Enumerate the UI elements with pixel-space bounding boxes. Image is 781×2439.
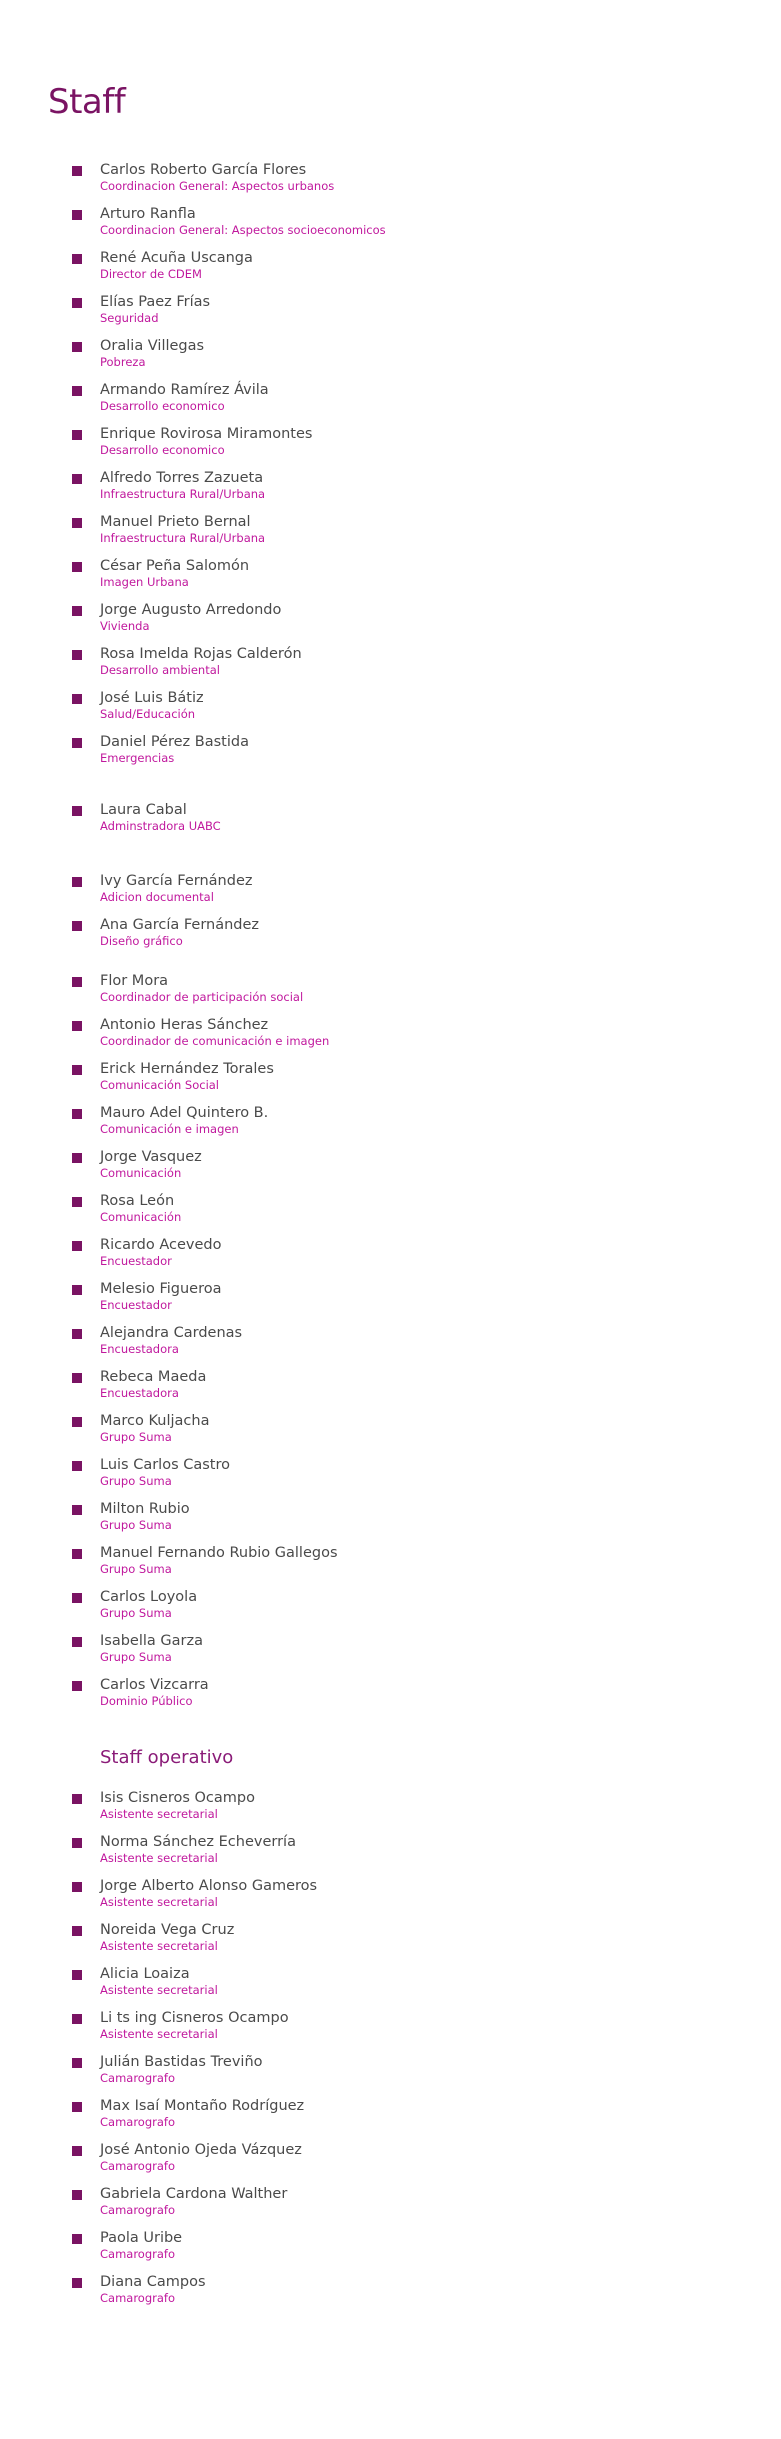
staff-member: [72, 2053, 317, 2097]
bullet-square-icon: [72, 1461, 82, 1471]
staff-member: [72, 337, 386, 381]
bullet-square-icon: [72, 386, 82, 396]
member-role: Dominio Público: [100, 1694, 193, 1708]
bullet-square-icon: [72, 2278, 82, 2288]
member-role: Encuestador: [100, 1254, 172, 1268]
member-role: Coordinador de comunicación e imagen: [100, 1034, 330, 1048]
member-name: Laura Cabal: [100, 802, 187, 818]
staff-member: [72, 557, 386, 601]
staff-list-design: [72, 872, 259, 960]
member-role: Camarografo: [100, 2115, 175, 2129]
staff-member: [72, 513, 386, 557]
staff-member: [72, 1016, 338, 1060]
staff-member: [72, 645, 386, 689]
staff-member: [72, 1104, 338, 1148]
staff-member: [72, 1921, 317, 1965]
staff-member: [72, 205, 386, 249]
bullet-square-icon: [72, 1153, 82, 1163]
staff-member: [72, 733, 386, 777]
bullet-square-icon: [72, 1021, 82, 1031]
member-role: Comunicación e imagen: [100, 1122, 239, 1136]
member-role: Asistente secretarial: [100, 1895, 218, 1909]
member-role: Grupo Suma: [100, 1474, 172, 1488]
member-role: Desarrollo ambiental: [100, 663, 220, 677]
bullet-square-icon: [72, 342, 82, 352]
member-name: Gabriela Cardona Walther: [100, 2186, 288, 2202]
staff-member: [72, 381, 386, 425]
staff-member: [72, 916, 259, 960]
member-role: Infraestructura Rural/Urbana: [100, 487, 266, 501]
bullet-square-icon: [72, 430, 82, 440]
member-name: Alicia Loaiza: [100, 1966, 190, 1982]
bullet-square-icon: [72, 2146, 82, 2156]
member-name: José Antonio Ojeda Vázquez: [100, 2142, 302, 2158]
bullet-square-icon: [72, 738, 82, 748]
staff-member: [72, 1280, 338, 1324]
bullet-square-icon: [72, 606, 82, 616]
bullet-square-icon: [72, 518, 82, 528]
member-name: Daniel Pérez Bastida: [100, 734, 249, 750]
staff-member: [72, 601, 386, 645]
bullet-square-icon: [72, 1285, 82, 1295]
member-name: Rosa Imelda Rojas Calderón: [100, 646, 302, 662]
member-name: Milton Rubio: [100, 1501, 190, 1517]
staff-list-core: [72, 161, 386, 777]
staff-member: [72, 1412, 338, 1456]
member-role: Camarografo: [100, 2291, 175, 2305]
member-role: Encuestadora: [100, 1386, 179, 1400]
bullet-square-icon: [72, 1882, 82, 1892]
bullet-square-icon: [72, 877, 82, 887]
member-name: Carlos Loyola: [100, 1589, 198, 1605]
member-name: Diana Campos: [100, 2274, 206, 2290]
member-name: Julián Bastidas Treviño: [100, 2054, 263, 2070]
member-name: Melesio Figueroa: [100, 1281, 222, 1297]
staff-member: [72, 1236, 338, 1280]
member-name: Ivy García Fernández: [100, 873, 253, 889]
staff-member: [72, 469, 386, 513]
member-role: Comunicación: [100, 1210, 182, 1224]
member-role: Asistente secretarial: [100, 1983, 218, 1997]
member-role: Pobreza: [100, 355, 146, 369]
member-name: Norma Sánchez Echeverría: [100, 1834, 296, 1850]
member-role: Camarografo: [100, 2071, 175, 2085]
bullet-square-icon: [72, 650, 82, 660]
member-role: Asistente secretarial: [100, 2027, 218, 2041]
bullet-square-icon: [72, 2014, 82, 2024]
bullet-square-icon: [72, 2102, 82, 2112]
bullet-square-icon: [72, 166, 82, 176]
staff-member: [72, 689, 386, 733]
bullet-square-icon: [72, 474, 82, 484]
staff-operativo-heading: Staff operativo: [100, 1747, 234, 1768]
member-name: Elías Paez Frías: [100, 294, 211, 310]
staff-member: [72, 2229, 317, 2273]
bullet-square-icon: [72, 1838, 82, 1848]
bullet-square-icon: [72, 1329, 82, 1339]
member-name: Noreida Vega Cruz: [100, 1922, 235, 1938]
member-role: Salud/Educación: [100, 707, 196, 721]
staff-member: [72, 1544, 338, 1588]
member-name: Luis Carlos Castro: [100, 1457, 231, 1473]
staff-member: [72, 161, 386, 205]
member-role: Coordinacion General: Aspectos socioeconomicos: [100, 223, 386, 237]
staff-member: [72, 1632, 338, 1676]
bullet-square-icon: [72, 1065, 82, 1075]
staff-member: [72, 1965, 317, 2009]
bullet-square-icon: [72, 1926, 82, 1936]
member-name: Mauro Adel Quintero B.: [100, 1105, 269, 1121]
member-name: Ana García Fernández: [100, 917, 260, 933]
bullet-square-icon: [72, 1549, 82, 1559]
member-role: Diseño gráfico: [100, 934, 183, 948]
bullet-square-icon: [72, 977, 82, 987]
member-name: Paola Uribe: [100, 2230, 183, 2246]
member-role: Desarrollo economico: [100, 399, 225, 413]
bullet-square-icon: [72, 1417, 82, 1427]
member-name: Flor Mora: [100, 973, 169, 989]
member-name: Li ts ing Cisneros Ocampo: [100, 2010, 289, 2026]
staff-list-communication: [72, 972, 338, 1720]
staff-member: [72, 1456, 338, 1500]
member-name: Antonio Heras Sánchez: [100, 1017, 269, 1033]
staff-member: [72, 1192, 338, 1236]
bullet-square-icon: [72, 2234, 82, 2244]
staff-member: [72, 425, 386, 469]
bullet-square-icon: [72, 1197, 82, 1207]
staff-member: [72, 801, 221, 845]
member-role: Grupo Suma: [100, 1606, 172, 1620]
member-role: Asistente secretarial: [100, 1807, 218, 1821]
member-name: Carlos Roberto García Flores: [100, 162, 307, 178]
page-title: Staff: [48, 82, 126, 122]
staff-member: [72, 972, 338, 1016]
member-name: Jorge Augusto Arredondo: [100, 602, 282, 618]
bullet-square-icon: [72, 1373, 82, 1383]
member-role: Grupo Suma: [100, 1430, 172, 1444]
member-name: Marco Kuljacha: [100, 1413, 210, 1429]
member-role: Coordinador de participación social: [100, 990, 304, 1004]
bullet-square-icon: [72, 1970, 82, 1980]
member-name: Rebeca Maeda: [100, 1369, 207, 1385]
member-role: Asistente secretarial: [100, 1939, 218, 1953]
staff-member: [72, 2185, 317, 2229]
member-name: Max Isaí Montaño Rodríguez: [100, 2098, 305, 2114]
member-name: Oralia Villegas: [100, 338, 205, 354]
member-role: Camarografo: [100, 2203, 175, 2217]
member-role: Comunicación: [100, 1166, 182, 1180]
member-role: Camarografo: [100, 2159, 175, 2173]
member-role: Emergencias: [100, 751, 175, 765]
member-role: Coordinacion General: Aspectos urbanos: [100, 179, 335, 193]
member-name: Armando Ramírez Ávila: [100, 382, 269, 398]
bullet-square-icon: [72, 1593, 82, 1603]
bullet-square-icon: [72, 1109, 82, 1119]
staff-member: [72, 2273, 317, 2317]
bullet-square-icon: [72, 2190, 82, 2200]
bullet-square-icon: [72, 2058, 82, 2068]
bullet-square-icon: [72, 562, 82, 572]
member-name: Carlos Vizcarra: [100, 1677, 209, 1693]
member-role: Infraestructura Rural/Urbana: [100, 531, 266, 545]
staff-member: [72, 1676, 338, 1720]
staff-member: [72, 293, 386, 337]
member-name: Ricardo Acevedo: [100, 1237, 222, 1253]
member-name: César Peña Salomón: [100, 558, 250, 574]
bullet-square-icon: [72, 1794, 82, 1804]
staff-member: [72, 1833, 317, 1877]
staff-member: [72, 249, 386, 293]
staff-member: [72, 1588, 338, 1632]
member-role: Camarografo: [100, 2247, 175, 2261]
member-role: Desarrollo economico: [100, 443, 225, 457]
staff-member: [72, 1324, 338, 1368]
bullet-square-icon: [72, 1505, 82, 1515]
staff-member: [72, 1368, 338, 1412]
member-role: Grupo Suma: [100, 1562, 172, 1576]
bullet-square-icon: [72, 694, 82, 704]
member-role: Director de CDEM: [100, 267, 202, 281]
member-name: José Luis Bátiz: [100, 690, 204, 706]
bullet-square-icon: [72, 921, 82, 931]
bullet-square-icon: [72, 806, 82, 816]
member-role: Vivienda: [100, 619, 150, 633]
member-name: Alfredo Torres Zazueta: [100, 470, 264, 486]
staff-list-uabc: [72, 801, 221, 845]
member-name: Isis Cisneros Ocampo: [100, 1790, 255, 1806]
member-name: Enrique Rovirosa Miramontes: [100, 426, 313, 442]
bullet-square-icon: [72, 298, 82, 308]
bullet-square-icon: [72, 1241, 82, 1251]
member-role: Imagen Urbana: [100, 575, 189, 589]
member-name: Arturo Ranfla: [100, 206, 196, 222]
member-role: Comunicación Social: [100, 1078, 220, 1092]
staff-member: [72, 2097, 317, 2141]
staff-member: [72, 1148, 338, 1192]
bullet-square-icon: [72, 254, 82, 264]
staff-member: [72, 1877, 317, 1921]
member-name: Isabella Garza: [100, 1633, 203, 1649]
member-name: Rosa León: [100, 1193, 175, 1209]
bullet-square-icon: [72, 1637, 82, 1647]
member-role: Encuestadora: [100, 1342, 179, 1356]
member-role: Asistente secretarial: [100, 1851, 218, 1865]
member-role: Adminstradora UABC: [100, 819, 221, 833]
staff-member: [72, 2141, 317, 2185]
staff-member: [72, 1060, 338, 1104]
staff-member: [72, 2009, 317, 2053]
member-role: Grupo Suma: [100, 1650, 172, 1664]
bullet-square-icon: [72, 1681, 82, 1691]
bullet-square-icon: [72, 210, 82, 220]
staff-list-operativo: [72, 1789, 317, 2317]
member-role: Encuestador: [100, 1298, 172, 1312]
staff-member: [72, 1500, 338, 1544]
member-role: Grupo Suma: [100, 1518, 172, 1532]
member-role: Seguridad: [100, 311, 159, 325]
staff-member: [72, 1789, 317, 1833]
member-name: Manuel Fernando Rubio Gallegos: [100, 1545, 338, 1561]
member-name: Manuel Prieto Bernal: [100, 514, 251, 530]
member-name: René Acuña Uscanga: [100, 250, 253, 266]
member-name: Erick Hernández Torales: [100, 1061, 274, 1077]
staff-member: [72, 872, 259, 916]
member-name: Jorge Vasquez: [100, 1149, 202, 1165]
member-name: Alejandra Cardenas: [100, 1325, 243, 1341]
member-role: Adicion documental: [100, 890, 214, 904]
member-name: Jorge Alberto Alonso Gameros: [100, 1878, 318, 1894]
